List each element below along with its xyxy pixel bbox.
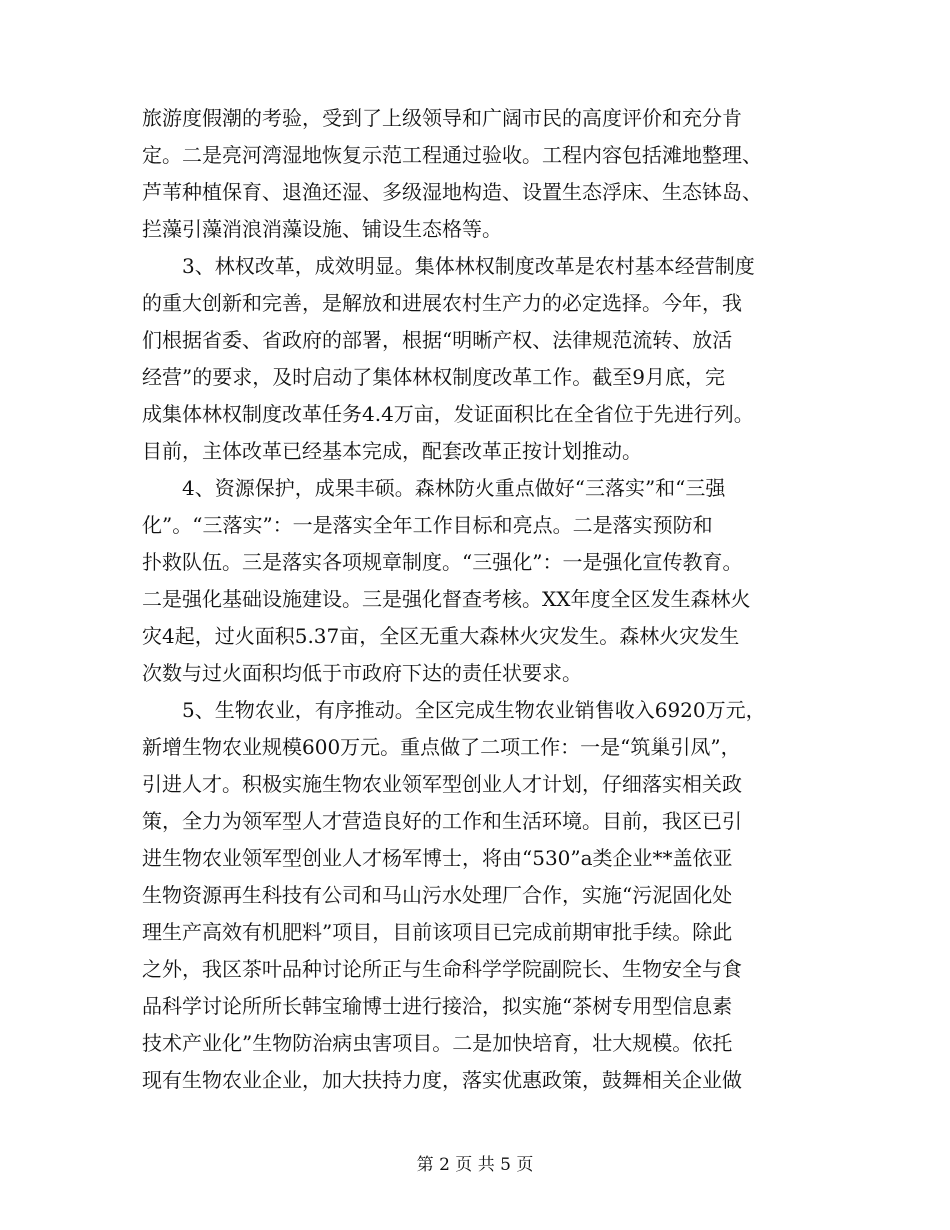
text-line: 进生物农业领军型创业人才杨军博士，将由“530”a类企业**盖依亚 (142, 846, 733, 870)
text-line: 芦苇种植保育、退渔还湿、多级湿地构造、设置生态浮床、生态钵岛、 (142, 180, 762, 204)
text-line: 经营”的要求，及时启动了集体林权制度改革工作。截至9月底，完 (142, 365, 725, 389)
paragraph-first-line: 4、资源保护，成果丰硕。森林防火重点做好“三落实”和“三强 (182, 476, 726, 500)
text-line: 策，全力为领军型人才营造良好的工作和生活环境。目前，我区已引 (142, 809, 742, 833)
text-line: 灾4起，过火面积5.37亩，全区无重大森林火灾发生。森林火灾发生 (142, 624, 740, 648)
paragraph-first-line: 5、生物农业，有序推动。全区完成生物农业销售收入6920万元， (182, 698, 766, 722)
page-footer: 第 2 页 共 5 页 (416, 1155, 534, 1175)
text-line: 扑救队伍。三是落实各项规章制度。“三强化”：一是强化宣传教育。 (142, 550, 743, 574)
text-line: 引进人才。积极实施生物农业领军型创业人才计划，仔细落实相关政 (142, 772, 742, 796)
text-line: 生物资源再生科技有公司和马山污水处理厂合作，实施“污泥固化处 (142, 883, 733, 907)
text-line: 新增生物农业规模600万元。重点做了二项工作：一是“筑巢引凤”， (142, 735, 741, 759)
text-line: 现有生物农业企业，加大扶持力度，落实优惠政策，鼓舞相关企业做 (142, 1068, 742, 1092)
paragraph-first-line: 3、林权改革，成效明显。集体林权制度改革是农村基本经营制度 (182, 254, 755, 278)
text-line: 旅游度假潮的考验，受到了上级领导和广阔市民的高度评价和充分肯 (142, 106, 742, 130)
text-line: 目前，主体改革已经基本完成，配套改革正按计划推动。 (142, 439, 642, 463)
text-line: 品科学讨论所所长韩宝瑜博士进行接洽，拟实施“茶树专用型信息素 (142, 994, 733, 1018)
text-line: 定。二是亮河湾湿地恢复示范工程通过验收。工程内容包括滩地整理、 (142, 143, 762, 167)
text-line: 成集体林权制度改革任务4.4万亩，发证面积比在全省位于先进行列。 (142, 402, 754, 426)
text-line: 们根据省委、省政府的部署，根据“明晰产权、法律规范流转、放活 (142, 328, 733, 352)
text-line: 理生产高效有机肥料”项目，目前该项目已完成前期审批手续。除此 (142, 920, 733, 944)
text-line: 技术产业化”生物防治病虫害项目。二是加快培育，壮大规模。依托 (142, 1031, 733, 1055)
text-line: 拦藻引藻消浪消藻设施、铺设生态格等。 (142, 217, 502, 241)
document-body (142, 100, 815, 1099)
text-line: 二是强化基础设施建设。三是强化督查考核。XX年度全区发生森林火 (142, 587, 751, 611)
text-line: 之外，我区茶叶品种讨论所正与生命科学学院副院长、生物安全与食 (142, 957, 742, 981)
text-line: 次数与过火面积均低于市政府下达的责任状要求。 (142, 661, 582, 685)
text-line: 的重大创新和完善，是解放和进展农村生产力的必定选择。今年，我 (142, 291, 742, 315)
text-line: 化”。“三落实”：一是落实全年工作目标和亮点。二是落实预防和 (142, 513, 713, 537)
